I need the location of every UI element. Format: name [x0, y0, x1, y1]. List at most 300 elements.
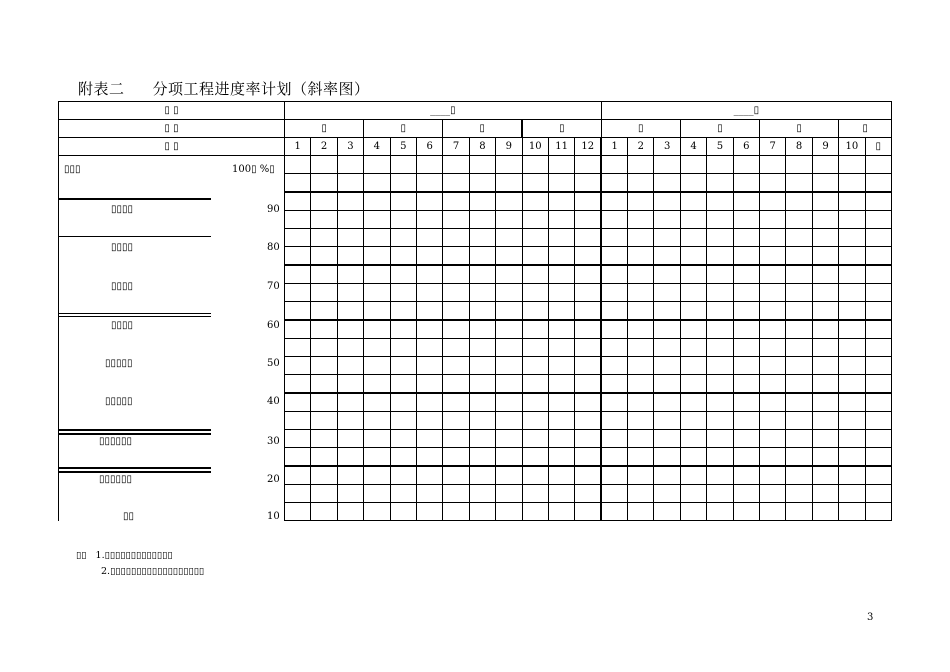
grid-cell [733, 229, 759, 247]
grid-cell [575, 393, 601, 412]
grid-cell [707, 247, 733, 266]
note-text-2: 2.▯▯▯▯▯▯▯▯▯▯▯▯▯▯▯▯▯▯ [101, 566, 205, 577]
grid-cell [680, 265, 706, 284]
month-cell: 9 [812, 138, 838, 156]
grid-cell [786, 211, 812, 229]
scale-top-label: ▯▯▯ [64, 164, 81, 175]
grid-cell [575, 503, 601, 521]
grid-cell [654, 485, 680, 503]
grid-cell [311, 466, 337, 485]
grid-cell [522, 156, 548, 174]
month-cell: 4 [364, 138, 390, 156]
grid-cell [522, 211, 548, 229]
month-cell: 3 [337, 138, 363, 156]
grid-cell [628, 485, 654, 503]
grid-cell [575, 357, 601, 375]
grid-cell [390, 503, 416, 521]
grid-cell [575, 247, 601, 266]
grid-cell [654, 320, 680, 339]
grid-cell [654, 412, 680, 430]
grid-cell [707, 339, 733, 357]
grid-cell [311, 211, 337, 229]
table-subtitle: 分项工程进度率计划（斜率图） [152, 80, 370, 98]
grid-cell [416, 466, 442, 485]
grid-cell [469, 174, 495, 193]
grid-cell [469, 156, 495, 174]
grid-cell [311, 485, 337, 503]
year-row-label: ▯ ▯ [59, 102, 285, 120]
grid-cell [522, 174, 548, 193]
grid-cell [364, 339, 390, 357]
grid-cell [865, 320, 891, 339]
grid-cell [680, 320, 706, 339]
grid-cell [654, 375, 680, 394]
grid-cell [364, 174, 390, 193]
grid-cell [628, 357, 654, 375]
grid-cell [469, 357, 495, 375]
grid-cell [416, 393, 442, 412]
grid-cell [548, 320, 574, 339]
grid-cell [760, 211, 786, 229]
grid-cell [680, 156, 706, 174]
scale-item-label: ▯▯▯▯ [111, 320, 134, 331]
grid-cell [364, 448, 390, 467]
grid-cell [654, 448, 680, 467]
grid-cell [390, 412, 416, 430]
grid-cell [285, 393, 311, 412]
grid-cell [865, 265, 891, 284]
scale-item-value: 10 [267, 511, 280, 522]
grid-cell [522, 339, 548, 357]
grid-cell [812, 247, 838, 266]
grid-cell [760, 174, 786, 193]
grid-cell [733, 284, 759, 302]
grid-cell [469, 211, 495, 229]
header-row-year [59, 102, 892, 120]
month-cell: 11 [548, 138, 574, 156]
grid-cell [812, 339, 838, 357]
grid-cell [839, 393, 865, 412]
grid-cell [443, 339, 469, 357]
grid-cell [812, 302, 838, 321]
grid-cell [707, 485, 733, 503]
grid-cell [285, 265, 311, 284]
grid-cell [733, 412, 759, 430]
grid-cell [311, 174, 337, 193]
grid-cell [364, 393, 390, 412]
year1-cell: ____▯ [285, 102, 602, 120]
scale-item-value: 20 [267, 474, 280, 485]
grid-cell [865, 448, 891, 467]
divider-double-thick [59, 429, 211, 435]
grid-cell [865, 357, 891, 375]
grid-cell [416, 320, 442, 339]
grid-cell [628, 430, 654, 448]
grid-cell [311, 284, 337, 302]
grid-cell [496, 192, 522, 211]
grid-cell [628, 412, 654, 430]
grid-cell [865, 302, 891, 321]
appendix-label: 附表二 [78, 80, 125, 98]
grid-cell [654, 466, 680, 485]
grid-cell [364, 430, 390, 448]
grid-cell [548, 412, 574, 430]
grid-cell [601, 357, 627, 375]
grid-cell [680, 430, 706, 448]
grid-cell [680, 192, 706, 211]
grid-cell [443, 229, 469, 247]
grid-cell [285, 156, 311, 174]
grid-cell [601, 412, 627, 430]
grid-cell [364, 211, 390, 229]
grid-cell [496, 503, 522, 521]
month-cell: 5 [707, 138, 733, 156]
scale-item-label: ▯▯▯▯▯ [105, 358, 133, 369]
grid-cell [707, 229, 733, 247]
grid-cell [654, 174, 680, 193]
grid-cell [522, 430, 548, 448]
grid-cell [390, 265, 416, 284]
grid-cell [443, 320, 469, 339]
month-cell: 10 [522, 138, 548, 156]
grid-cell [680, 229, 706, 247]
grid-cell [760, 503, 786, 521]
grid-cell [311, 320, 337, 339]
grid-cell [496, 265, 522, 284]
grid-cell [865, 466, 891, 485]
grid-cell [628, 320, 654, 339]
grid-cell [469, 192, 495, 211]
grid-cell [522, 284, 548, 302]
grid-cell [865, 485, 891, 503]
grid-cell [443, 302, 469, 321]
grid-cell [865, 229, 891, 247]
scale-item-label: ▯▯▯▯ [111, 204, 134, 215]
grid-cell [628, 448, 654, 467]
grid-cell [812, 357, 838, 375]
grid-cell [733, 503, 759, 521]
grid-cell [786, 357, 812, 375]
grid-cell [469, 448, 495, 467]
grid-cell [628, 192, 654, 211]
grid-cell [601, 503, 627, 521]
grid-cell [337, 412, 363, 430]
grid-cell [443, 375, 469, 394]
grid-cell [865, 247, 891, 266]
grid-cell [628, 211, 654, 229]
grid-cell [416, 247, 442, 266]
grid-cell [733, 211, 759, 229]
grid-cell [416, 485, 442, 503]
grid-cell [390, 247, 416, 266]
grid-cell [311, 375, 337, 394]
grid-cell [548, 466, 574, 485]
grid-cell [285, 174, 311, 193]
grid-cell [337, 485, 363, 503]
grid-cell [733, 192, 759, 211]
grid-cell [496, 174, 522, 193]
grid-cell [707, 284, 733, 302]
grid-cell [707, 393, 733, 412]
grid-cell [548, 430, 574, 448]
grid-cell [311, 430, 337, 448]
grid-cell [311, 229, 337, 247]
month-cell: 4 [680, 138, 706, 156]
grid-cell [760, 247, 786, 266]
grid-cell [601, 174, 627, 193]
notes-block [76, 548, 204, 580]
grid-cell [522, 466, 548, 485]
grid-cell [285, 229, 311, 247]
month-cell: 12 [575, 138, 601, 156]
quarter-cell: ▯ [680, 120, 759, 138]
grid-cell [707, 466, 733, 485]
quarter-row-label: ▯ ▯ [59, 120, 285, 138]
quarter-cell: ▯ [839, 120, 892, 138]
grid-cell [786, 192, 812, 211]
grid-cell [416, 174, 442, 193]
divider-line [59, 236, 211, 237]
grid-cell [364, 412, 390, 430]
grid-cell [469, 302, 495, 321]
month-cell: 8 [469, 138, 495, 156]
grid-cell [496, 430, 522, 448]
grid-cell [469, 247, 495, 266]
scale-item-label: ▯▯▯▯ [111, 242, 134, 253]
grid-cell [707, 192, 733, 211]
grid-cell [733, 320, 759, 339]
grid-cell [575, 485, 601, 503]
grid-cell [654, 229, 680, 247]
grid-cell [839, 466, 865, 485]
grid-cell [865, 211, 891, 229]
grid-cell [469, 466, 495, 485]
grid-cell [390, 320, 416, 339]
grid-cell [548, 302, 574, 321]
scale-item-value: 50 [267, 358, 280, 369]
grid-cell [469, 320, 495, 339]
grid-cell [548, 448, 574, 467]
grid-cell [575, 302, 601, 321]
grid-cell [839, 320, 865, 339]
grid-cell [865, 430, 891, 448]
header-row-quarter [59, 120, 892, 138]
month-cell: 1 [601, 138, 627, 156]
grid-cell [416, 211, 442, 229]
grid-cell [654, 503, 680, 521]
grid-cell [839, 430, 865, 448]
grid-cell [760, 430, 786, 448]
grid-cell [364, 229, 390, 247]
grid-cell [760, 302, 786, 321]
grid-cell [364, 156, 390, 174]
grid-cell [628, 229, 654, 247]
grid-cell [443, 412, 469, 430]
grid-cell [390, 211, 416, 229]
grid-cell [311, 393, 337, 412]
grid-cell [337, 375, 363, 394]
grid-cell [469, 265, 495, 284]
scale-top-value: 100▯ %▯ [232, 164, 275, 175]
grid-cell [654, 393, 680, 412]
grid-cell [733, 430, 759, 448]
grid-cell [443, 211, 469, 229]
grid-cell [601, 393, 627, 412]
grid-cell [786, 448, 812, 467]
grid-cell [416, 265, 442, 284]
grid-cell [548, 339, 574, 357]
scale-item-label: ▯▯ [123, 511, 135, 522]
grid-cell [496, 339, 522, 357]
month-cell: 10 [839, 138, 865, 156]
grid-cell [469, 430, 495, 448]
grid-cell [443, 174, 469, 193]
grid-cell [364, 466, 390, 485]
grid-cell [839, 357, 865, 375]
month-cell: 3 [654, 138, 680, 156]
scale-item-value: 70 [267, 281, 280, 292]
grid-cell [707, 375, 733, 394]
grid-cell [285, 302, 311, 321]
grid-cell [390, 302, 416, 321]
grid-cell [575, 375, 601, 394]
grid-cell [548, 503, 574, 521]
grid-cell [443, 485, 469, 503]
grid-cell [760, 393, 786, 412]
grid-cell [337, 247, 363, 266]
month-cell: 2 [311, 138, 337, 156]
grid-cell [443, 357, 469, 375]
grid-cell [285, 211, 311, 229]
grid-cell [760, 466, 786, 485]
grid-cell [601, 466, 627, 485]
grid-cell [337, 302, 363, 321]
grid-cell [812, 393, 838, 412]
grid-cell [469, 229, 495, 247]
grid-cell [548, 211, 574, 229]
grid-cell [654, 430, 680, 448]
grid-cell [548, 229, 574, 247]
grid-cell [416, 302, 442, 321]
grid-cell [364, 302, 390, 321]
grid-cell [707, 412, 733, 430]
grid-cell [707, 211, 733, 229]
grid-cell [733, 174, 759, 193]
quarter-cell: ▯ [443, 120, 522, 138]
scale-item-value: 80 [267, 242, 280, 253]
month-cell: 6 [416, 138, 442, 156]
divider-double [59, 313, 211, 317]
grid-cell [522, 302, 548, 321]
grid-cell [496, 320, 522, 339]
notes-prefix: ▯▯ [76, 550, 87, 561]
grid-cell [285, 503, 311, 521]
grid-cell [680, 412, 706, 430]
grid-cell [496, 466, 522, 485]
grid-cell [311, 503, 337, 521]
grid-cell [522, 247, 548, 266]
grid-cell [390, 339, 416, 357]
grid-cell [680, 174, 706, 193]
grid-cell [654, 211, 680, 229]
grid-cell [522, 485, 548, 503]
grid-cell [285, 192, 311, 211]
grid-cell [364, 375, 390, 394]
scale-item-label: ▯▯▯▯ [111, 281, 134, 292]
grid-cell [654, 339, 680, 357]
grid-cell [364, 192, 390, 211]
grid-cell [786, 174, 812, 193]
grid-cell [522, 357, 548, 375]
grid-cell [390, 448, 416, 467]
grid-cell [416, 430, 442, 448]
grid-cell [628, 284, 654, 302]
grid-cell [786, 393, 812, 412]
grid-cell [865, 156, 891, 174]
grid-cell [680, 466, 706, 485]
grid-cell [496, 393, 522, 412]
grid-cell [812, 229, 838, 247]
month-cell: 1 [285, 138, 311, 156]
grid-cell [654, 192, 680, 211]
grid-cell [469, 339, 495, 357]
grid-cell [812, 192, 838, 211]
grid-cell [496, 156, 522, 174]
grid-cell [469, 284, 495, 302]
grid-cell [601, 430, 627, 448]
grid-cell [337, 393, 363, 412]
grid-cell [760, 265, 786, 284]
grid-cell [416, 229, 442, 247]
month-cell: 7 [443, 138, 469, 156]
grid-cell [311, 412, 337, 430]
grid-cell [285, 430, 311, 448]
grid-cell [390, 393, 416, 412]
grid-cell [654, 247, 680, 266]
scale-item-value: 30 [267, 436, 280, 447]
grid-cell [707, 174, 733, 193]
grid-cell [786, 284, 812, 302]
grid-cell [496, 247, 522, 266]
grid-cell [522, 375, 548, 394]
grid-cell [575, 211, 601, 229]
grid-cell [443, 393, 469, 412]
grid-cell [416, 357, 442, 375]
grid-cell [839, 485, 865, 503]
grid-cell [337, 503, 363, 521]
divider-double-thick [59, 467, 211, 473]
grid-cell [786, 430, 812, 448]
scale-item-value: 90 [267, 204, 280, 215]
grid-cell [786, 503, 812, 521]
grid-cell [311, 339, 337, 357]
grid-cell [390, 229, 416, 247]
grid-cell [443, 430, 469, 448]
grid-cell [285, 375, 311, 394]
grid-cell [733, 448, 759, 467]
grid-cell [707, 265, 733, 284]
grid-cell [285, 412, 311, 430]
grid-cell [285, 485, 311, 503]
grid-cell [337, 284, 363, 302]
grid-cell [364, 357, 390, 375]
grid-cell [707, 503, 733, 521]
month-row-label: ▯ ▯ [59, 138, 285, 156]
grid-cell [522, 229, 548, 247]
grid-cell [311, 357, 337, 375]
grid-cell [496, 412, 522, 430]
grid-cell [654, 302, 680, 321]
